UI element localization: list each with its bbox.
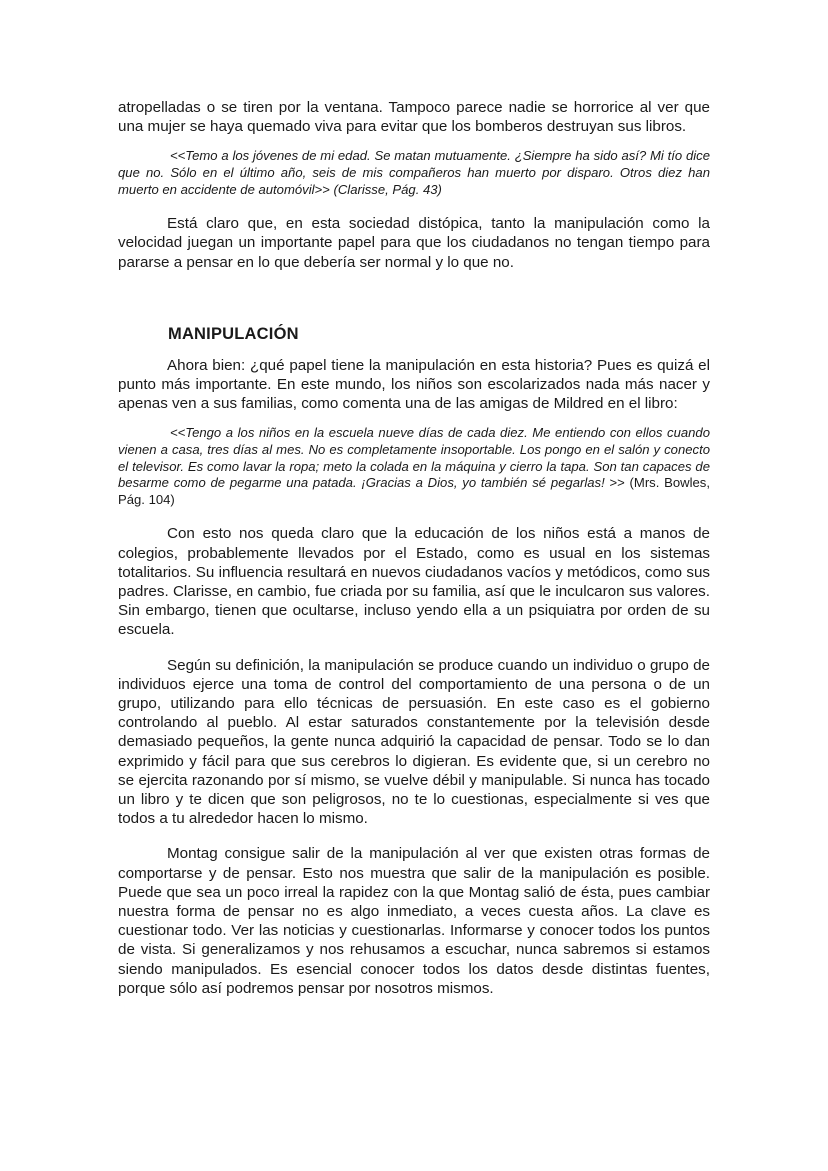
quote-clarisse	[118, 148, 710, 198]
document-body	[118, 98, 710, 998]
paragraph-montag: Montag consigue salir de la manipulación al ver que existen otras formas de comportarse y de pensar. Esto nos muestra que salir de la manipulación es posible. Puede que sea un poco irreal la rapidez con la que Montag salió de ésta, pues cambiar nuestra forma de pensar no es algo inmediato, a veces cuesta años. La clave es cuestionar todo. Ver las noticias y cuestionarlas. Informarse y conocer todos los puntos de vista. Si generalizamos y nos rehusamos a escuchar, nunca sabremos si estamos siendo manipulados. Es esencial conocer todos los datos desde distintas fuentes, porque sólo así podremos pensar por nosotros mismos.	[118, 845, 710, 997]
section-heading-manipulacion: MANIPULACIÓN	[168, 324, 299, 343]
intro-paragraph: atropelladas o se tiren por la ventana. Tampoco parece nadie se horrorice al ver que una mujer se haya quemado viva para evitar que los bomberos destruyan sus libros.	[118, 99, 710, 136]
paragraph-dystopian-society: Está claro que, en esta sociedad distópica, tanto la manipulación como la velocidad juegan un importante papel para que los ciudadanos no tengan tiempo para pararse a pensar en lo que debería ser normal y lo que no.	[118, 215, 710, 271]
quote-clarisse-citation: (Clarisse, Pág. 43)	[329, 181, 442, 197]
quote-mrs-bowles-text: <<Tengo a los niños en la escuela nueve días de cada diez. Me entiendo con ellos cuando vienen a casa, tres días al mes. No es completamente insoportable. Los pongo en el salón y conecto el televisor. Es como lavar la ropa; meto la colada en la máquina y cierro la tapa. Son tan capaces de besarme como de pegarme una patada. ¡Gracias a Dios, yo también sé pegarlas!	[118, 425, 710, 491]
paragraph-definition: Según su definición, la manipulación se produce cuando un individuo o grupo de individuos ejerce una toma de control del comportamiento de una persona o de un grupo, utilizando para ello técnicas de persuasión. En este caso es el gobierno controlando al pueblo. Al estar saturados constantemente por la televisión desde demasiado pequeños, la gente nunca adquirió la capacidad de pensar. Todo se lo dan exprimido y fácil para que sus cerebros lo digieran. Es evidente que, si un cerebro no se ejercita razonando por sí mismo, se vuelve débil y manipulable. Si nunca has tocado un libro y te dicen que son peligrosos, no te lo cuestionas, especialmente si ves que todos a tu alrededor hacen lo mismo.	[118, 656, 710, 828]
paragraph-role-of-manipulation: Ahora bien: ¿qué papel tiene la manipulación en esta historia? Pues es quizá el punto más importante. En este mundo, los niños son escolarizados nada más nacer y apenas ven a sus familias, como comenta una de las amigas de Mildred en el libro:	[118, 356, 710, 413]
quote-mrs-bowles-citation: >> (Mrs. Bowles, Pág. 104)	[118, 475, 710, 507]
quote-mrs-bowles	[118, 425, 710, 508]
quote-clarisse-text: <<Temo a los jóvenes de mi edad. Se matan mutuamente. ¿Siempre ha sido así? Mi tío dice que no. Sólo en el último año, seis de mis compañeros han muerto por disparo. Otros diez han muerto en accidente de automóvil>>	[118, 148, 710, 197]
paragraph-education: Con esto nos queda claro que la educación de los niños está a manos de colegios, probablemente llevados por el Estado, como es usual en los sistemas totalitarios. Su influencia resultará en nuevos ciudadanos vacíos y metódicos, como sus padres. Clarisse, en cambio, fue criada por su familia, así que le inculcaron sus valores. Sin embargo, tienen que ocultarse, incluso yendo ella a un psiquiatra por orden de su escuela.	[118, 525, 710, 639]
